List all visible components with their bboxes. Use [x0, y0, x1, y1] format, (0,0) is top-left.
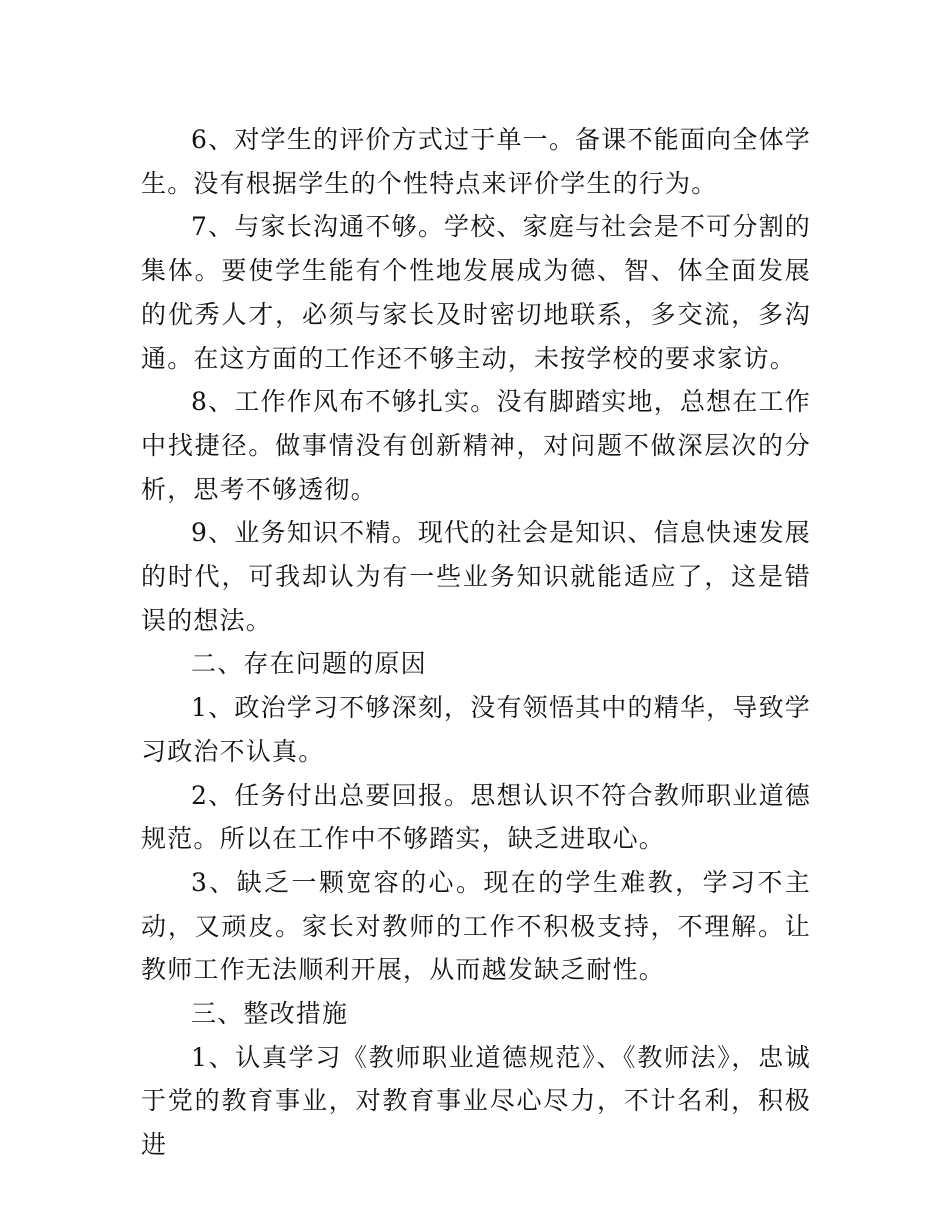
cause-item-3: 3、缺乏一颗宽容的心。现在的学生难教，学习不主动，又顽皮。家长对教师的工作不积极支持，不理解。让教师工作无法顺利开展，从而越发缺乏耐性。	[141, 867, 811, 985]
section-heading-measures: 三、整改措施	[191, 999, 349, 1029]
paragraph-item-8: 8、工作作风布不够扎实。没有脚踏实地，总想在工作中找捷径。做事情没有创新精神，对问题不做深层次的分析，思考不够透彻。	[141, 387, 811, 504]
cause-item-2: 2、任务付出总要回报。思想认识不符合教师职业道德规范。所以在工作中不够踏实，缺乏进取心。	[141, 780, 811, 854]
section-heading-causes: 二、存在问题的原因	[191, 649, 427, 679]
paragraph-item-7: 7、与家长沟通不够。学校、家庭与社会是不可分割的集体。要使学生能有个性地发展成为德、智、体全面发展的优秀人才，必须与家长及时密切地联系，多交流，多沟通。在这方面的工作还不够主动，未按学校的要求家访。	[141, 212, 811, 373]
document-body	[141, 118, 811, 1167]
measure-item-1: 1、认真学习《教师职业道德规范》、《教师法》，忠诚于党的教育事业，对教育事业尽心尽力，不计名利，积极进	[141, 1042, 811, 1160]
paragraph-item-9: 9、业务知识不精。现代的社会是知识、信息快速发展的时代，可我却认为有一些业务知识就能适应了，这是错误的想法。	[141, 518, 811, 635]
cause-item-1: 1、政治学习不够深刻，没有领悟其中的精华，导致学习政治不认真。	[141, 693, 811, 766]
paragraph-item-6: 6、对学生的评价方式过于单一。备课不能面向全体学生。没有根据学生的个性特点来评价学生的行为。	[141, 125, 811, 198]
